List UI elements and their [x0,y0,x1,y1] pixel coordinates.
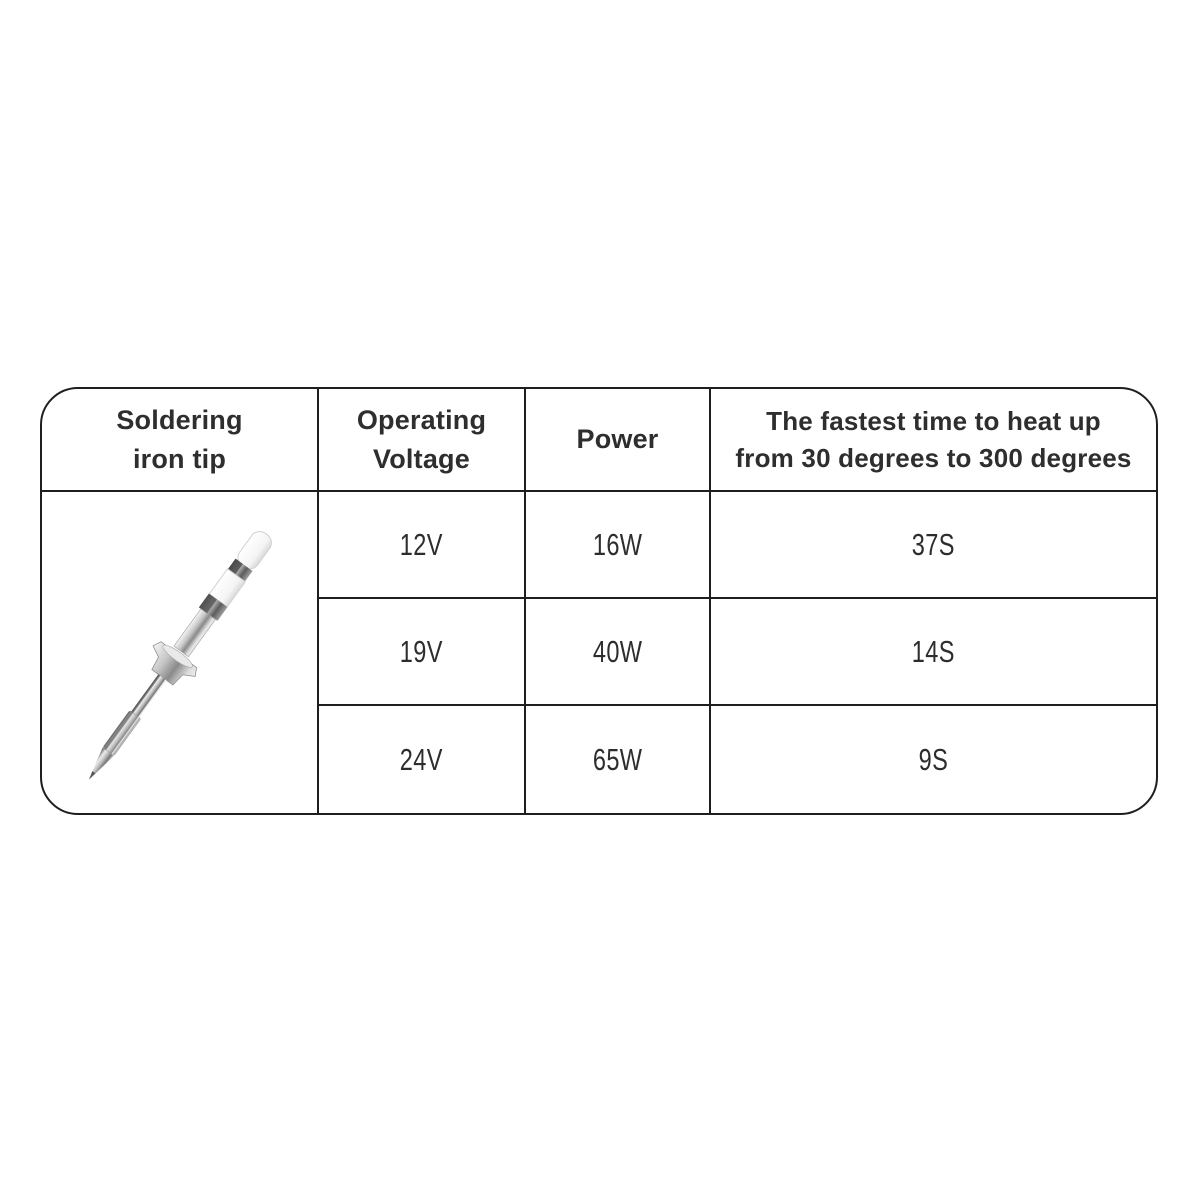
header-text: Power [576,424,659,454]
time-value: 9S [918,741,949,777]
header-soldering-iron-tip [42,389,319,492]
header-power [526,389,711,492]
cell-time-row1 [711,492,1156,599]
cell-voltage-row1 [319,492,526,599]
cell-voltage-row2 [319,599,526,706]
cell-power-row2 [526,599,711,706]
header-heatup-time [711,389,1156,492]
header-text: The fastest time to heat up [766,405,1101,436]
voltage-value: 24V [399,741,444,777]
voltage-value: 12V [399,526,444,562]
time-value: 37S [911,526,956,562]
spec-table [40,387,1158,815]
header-text: Operating [356,404,487,435]
cell-power-row3 [526,706,711,813]
cell-voltage-row3 [319,706,526,813]
power-value: 65W [592,741,643,777]
soldering-iron-photo-cell [42,492,319,813]
header-text: iron tip [132,443,227,474]
cell-time-row2 [711,599,1156,706]
soldering-iron-tip-image [55,494,305,812]
cell-power-row1 [526,492,711,599]
power-value: 16W [592,526,643,562]
voltage-value: 19V [399,633,444,669]
time-value: 14S [911,633,956,669]
power-value: 40W [592,633,643,669]
header-text: Soldering [116,404,243,435]
cell-time-row3 [711,706,1156,813]
header-text: from 30 degrees to 300 degrees [735,442,1132,473]
header-operating-voltage [319,389,526,492]
header-text: Voltage [373,443,470,474]
